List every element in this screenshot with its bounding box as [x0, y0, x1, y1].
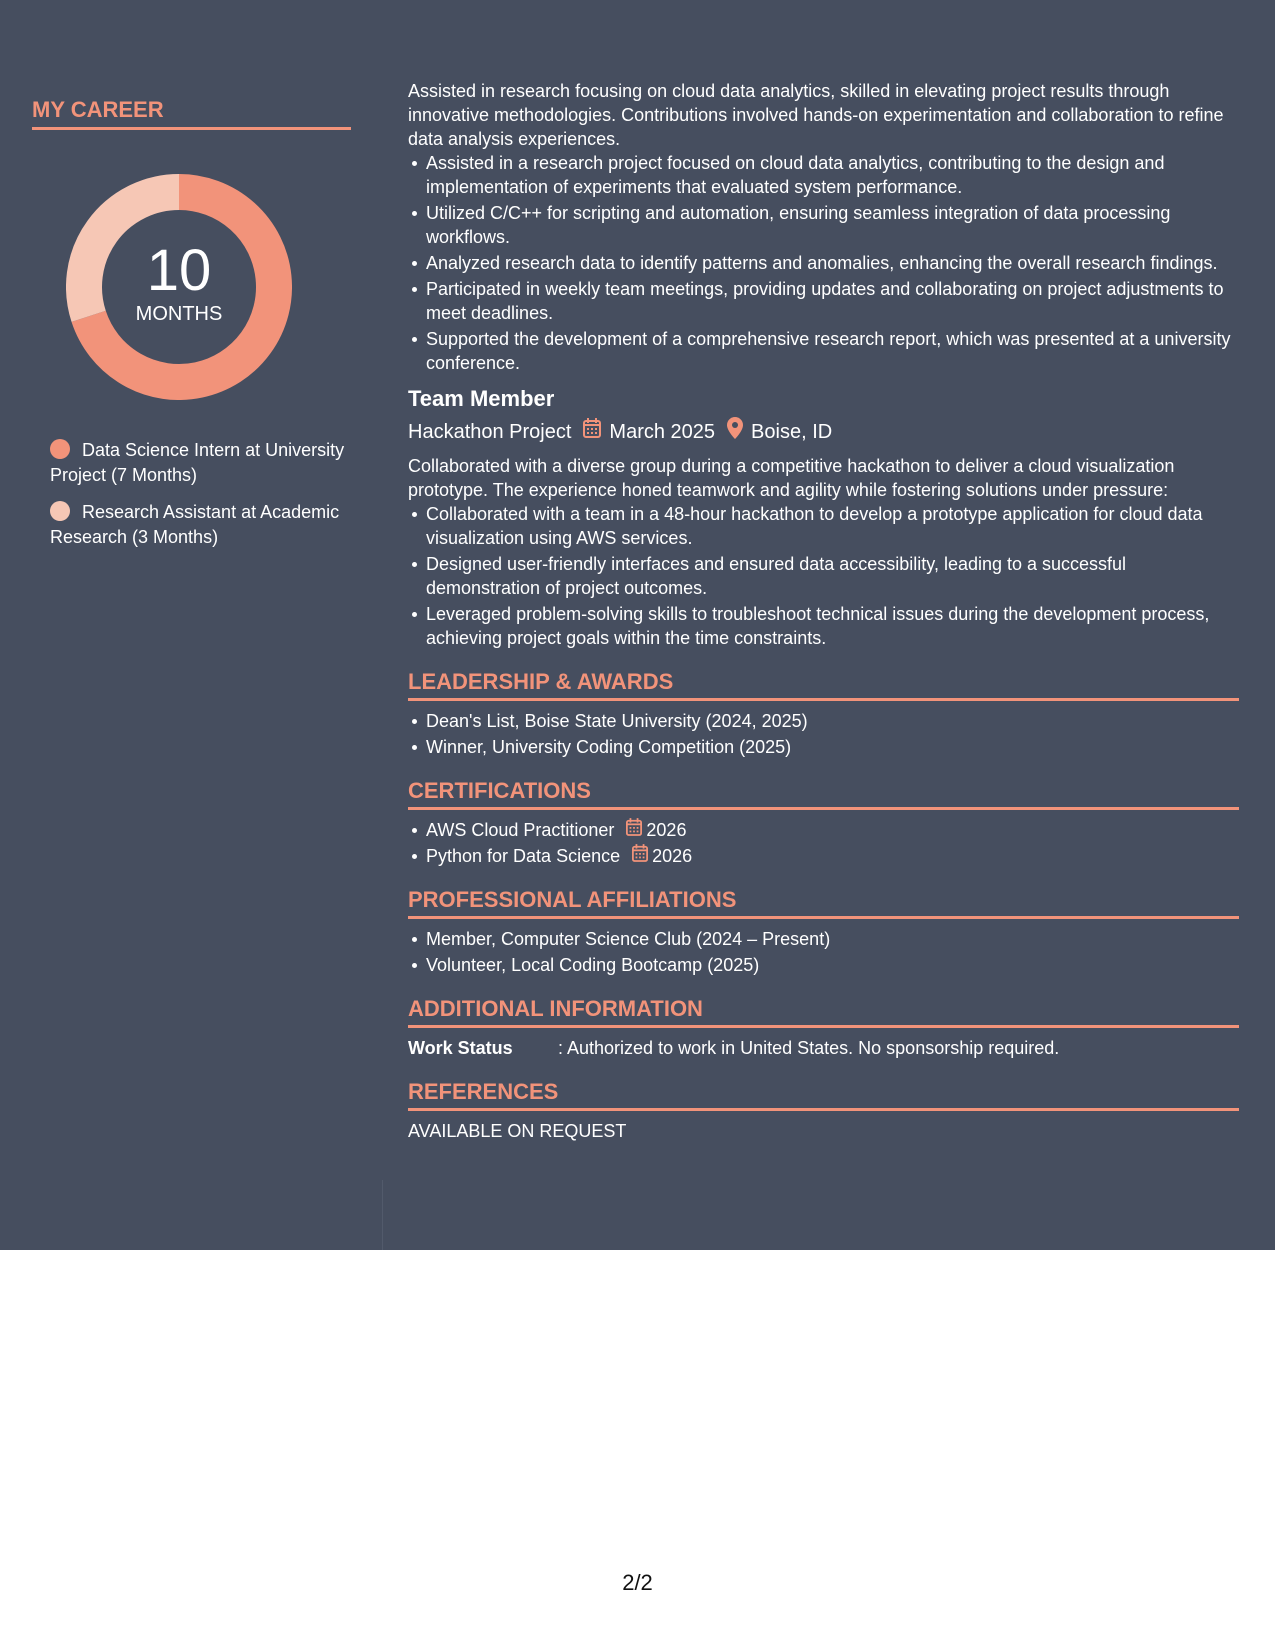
- list-item: Utilized C/C++ for scripting and automation, ensuring seamless integration of data processing workflows.: [426, 201, 1239, 249]
- list-item: [426, 844, 1239, 868]
- legend-dot-icon: [50, 439, 70, 459]
- affiliations-section-title: PROFESSIONAL AFFILIATIONS: [408, 887, 737, 912]
- role-location: Boise, ID: [751, 420, 833, 443]
- leadership-list: [408, 709, 1239, 759]
- list-item: Winner, University Coding Competition (2025): [426, 735, 1239, 759]
- list-item: Analyzed research data to identify patterns and anomalies, enhancing the overall research findings.: [426, 251, 1239, 275]
- role-bullets: [408, 502, 1239, 650]
- page-number: 2/2: [622, 1570, 653, 1595]
- section-rule: [408, 698, 1239, 701]
- section-rule: [408, 1108, 1239, 1111]
- list-item: Supported the development of a comprehensive research report, which was presented at a university conference.: [426, 327, 1239, 375]
- list-item: Leveraged problem-solving skills to troubleshoot technical issues during the development process, achieving project goals within the time constraints.: [426, 602, 1239, 650]
- experience-bullets: [408, 151, 1239, 375]
- work-status-label: Work Status: [408, 1038, 513, 1058]
- work-status-value: : Authorized to work in United States. No sponsorship required.: [558, 1038, 1060, 1058]
- experience-summary: Assisted in research focusing on cloud data analytics, skilled in elevating project results through innovative methodologies. Contributions involved hands-on experimentation and collaboration to refine data analysis experiences.: [408, 81, 1224, 149]
- calendar-icon: [632, 844, 648, 868]
- calendar-icon: [583, 418, 601, 445]
- affiliations-section: [408, 886, 1239, 977]
- certification-name: Python for Data Science: [426, 846, 621, 866]
- role-date: March 2025: [609, 420, 716, 443]
- certification-date: [632, 844, 692, 868]
- affiliations-list: [408, 927, 1239, 977]
- additional-section: [408, 995, 1239, 1060]
- role-summary: Collaborated with a diverse group during a competitive hackathon to deliver a cloud visualization prototype. The experience honed teamwork and agility while fostering solutions under pressure:: [408, 456, 1175, 500]
- section-rule: [408, 807, 1239, 810]
- references-text: AVAILABLE ON REQUEST: [408, 1121, 627, 1141]
- career-donut-chart: [66, 174, 292, 400]
- list-item: Assisted in a research project focused on cloud data analytics, contributing to the design and implementation of experiments that evaluated system performance.: [426, 151, 1239, 199]
- career-total-unit: MONTHS: [135, 303, 223, 325]
- work-status-row: [408, 1036, 1239, 1060]
- references-section: [408, 1078, 1239, 1143]
- role-meta: [408, 417, 1239, 446]
- map-pin-icon: [727, 417, 743, 446]
- role-organization: Hackathon Project: [408, 420, 572, 443]
- leadership-section: [408, 668, 1239, 759]
- calendar-icon: [626, 818, 642, 842]
- additional-section-title: ADDITIONAL INFORMATION: [408, 996, 703, 1021]
- section-rule: [408, 1025, 1239, 1028]
- career-total-number: 10: [146, 238, 212, 303]
- certifications-section-title: CERTIFICATIONS: [408, 778, 591, 803]
- career-legend-item: [50, 438, 350, 488]
- list-item: Volunteer, Local Coding Bootcamp (2025): [426, 953, 1239, 977]
- certification-date: [626, 818, 686, 842]
- career-legend-item: [50, 500, 350, 550]
- list-item: Participated in weekly team meetings, providing updates and collaborating on project adjustments to meet deadlines.: [426, 277, 1239, 325]
- certification-name: AWS Cloud Practitioner: [426, 820, 615, 840]
- list-item: Dean's List, Boise State University (2024, 2025): [426, 709, 1239, 733]
- list-item: Designed user-friendly interfaces and ensured data accessibility, leading to a successful demonstration of project outcomes.: [426, 552, 1239, 600]
- certification-year: 2026: [652, 846, 693, 866]
- certification-year: 2026: [646, 820, 687, 840]
- career-legend: [50, 438, 350, 562]
- legend-dot-icon: [50, 501, 70, 521]
- column-divider: [382, 1180, 383, 1250]
- career-section-title: MY CAREER: [32, 97, 164, 122]
- career-legend-label: Data Science Intern at University Project (7 Months): [50, 440, 345, 485]
- donut-center: [66, 174, 292, 400]
- references-section-title: REFERENCES: [408, 1079, 559, 1104]
- section-rule: [408, 916, 1239, 919]
- certifications-section: [408, 777, 1239, 868]
- left-column: [32, 96, 351, 547]
- career-legend-label: Research Assistant at Academic Research (3 Months): [50, 502, 340, 547]
- role-title: Team Member: [408, 386, 555, 411]
- list-item: Member, Computer Science Club (2024 – Present): [426, 927, 1239, 951]
- certifications-list: [408, 818, 1239, 868]
- leadership-section-title: LEADERSHIP & AWARDS: [408, 669, 674, 694]
- list-item: [426, 818, 1239, 842]
- list-item: Collaborated with a team in a 48-hour hackathon to develop a prototype application for cloud data visualization using AWS services.: [426, 502, 1239, 550]
- right-column: [408, 79, 1239, 1143]
- career-section-rule: [32, 127, 351, 130]
